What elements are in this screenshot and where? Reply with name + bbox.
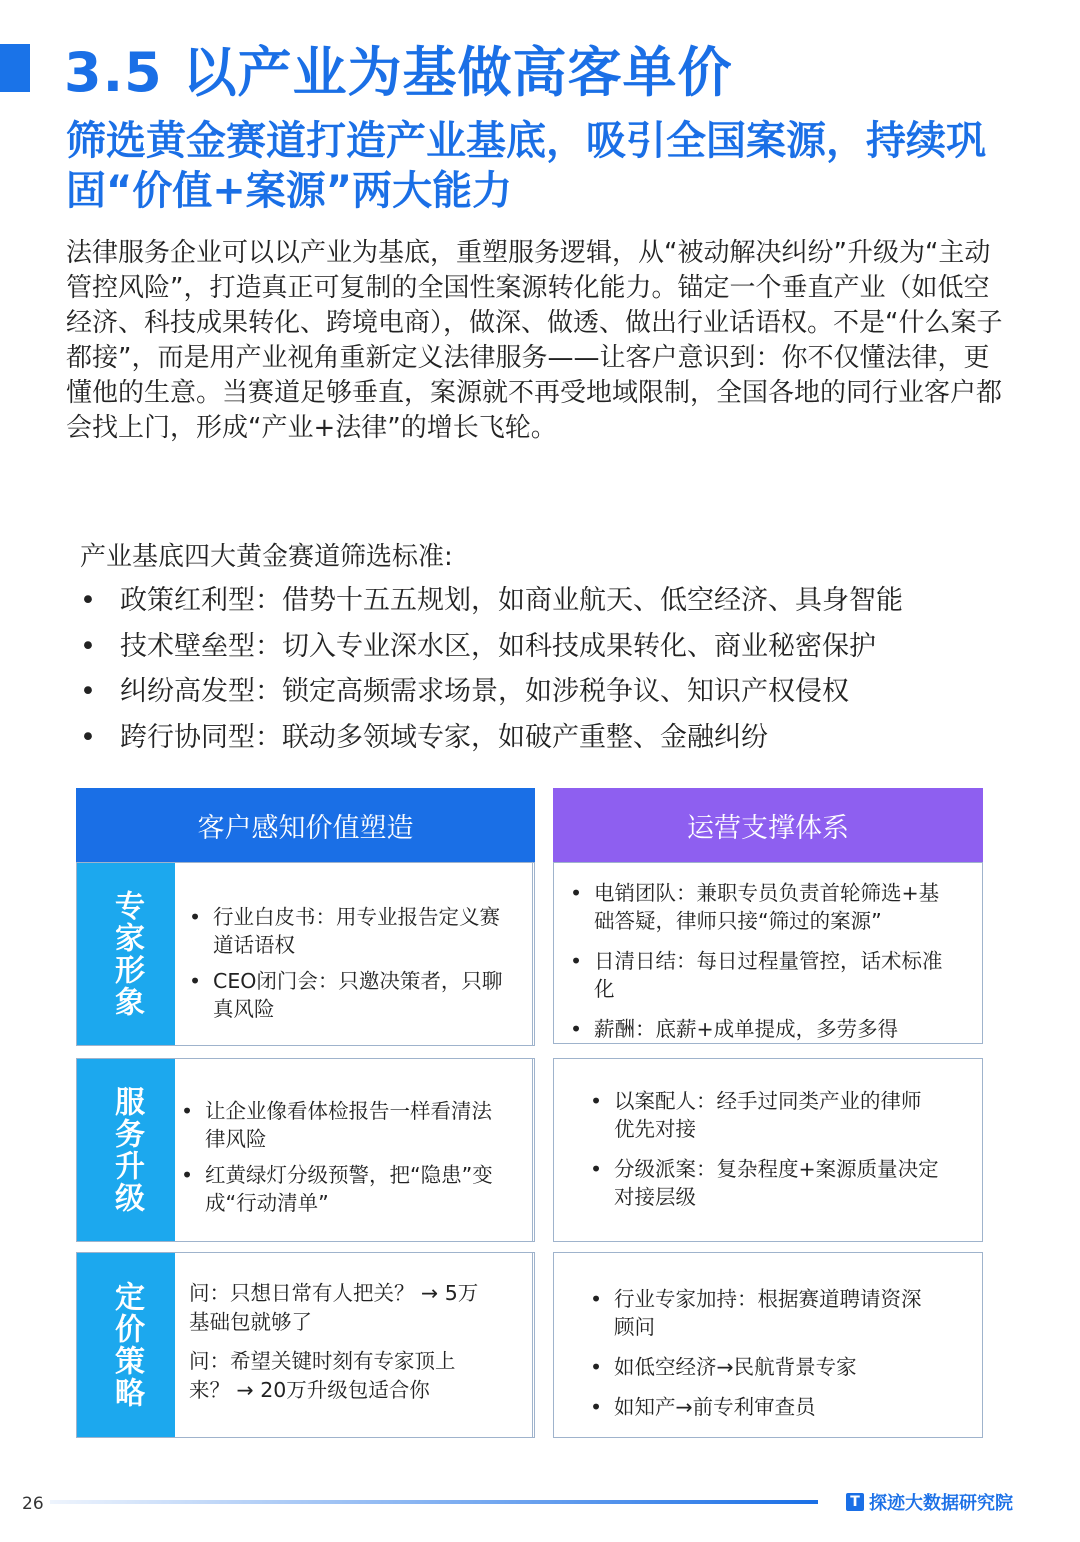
bullet-icon: • <box>80 721 96 753</box>
left-cell-service <box>175 1058 533 1242</box>
list-item: • 行业专家加持：根据赛道聘请资深顾问 <box>590 1287 922 1339</box>
left-cell-expert <box>175 862 533 1046</box>
page-number: 26 <box>22 1494 44 1514</box>
intro-paragraph: 法律服务企业可以以产业为基底，重塑服务逻辑，从“被动解决纠纷”升级为“主动管控风险”，打造真正可复制的全国性案源转化能力。锚定一个垂直产业（如低空经济、科技成果转化、跨境电商），做深、做透、做出行业话语权。不是“什么案子都接”，而是用产业视角重新定义法律服务——让客户意识到：你不仅懂法律，更懂他的生意。当赛道足够垂直，案源就不再受地域限制，全国各地的同行业客户都会找上门，形成“产业+法律”的增长飞轮。 <box>66 238 1003 443</box>
list-item: • 行业白皮书：用专业报告定义赛道话语权 <box>189 905 500 957</box>
bullet-icon: • <box>570 949 583 973</box>
row-label-expert: 专家形象 <box>77 863 175 1045</box>
pricing-question: 问：希望关键时刻有专家顶上来？ → 20万升级包适合你 <box>189 1349 456 1402</box>
list-item: • 以案配人：经手过同类产业的律师优先对接 <box>590 1089 922 1141</box>
list-item: • 让企业像看体检报告一样看清法律风险 <box>181 1099 492 1151</box>
bullet-icon: • <box>590 1157 603 1181</box>
page-subtitle: 筛选黄金赛道打造产业基底，吸引全国案源，持续巩固“价值+案源”两大能力 <box>66 118 986 214</box>
criteria-item: • 跨行协同型：联动多领域专家，如破产重整、金融纠纷 <box>78 715 1018 761</box>
right-cell-expert <box>553 862 983 1044</box>
list-item: • 如知产→前专利审查员 <box>590 1395 816 1419</box>
criteria-list <box>78 578 1018 760</box>
bullet-icon: • <box>80 630 96 662</box>
bullet-icon: • <box>181 1099 194 1123</box>
brand-logo <box>846 1489 1013 1515</box>
pricing-question: 问：只想日常有人把关？ → 5万基础包就够了 <box>189 1281 479 1334</box>
bullet-icon: • <box>181 1163 194 1187</box>
row-label-service: 服务升级 <box>77 1059 175 1241</box>
criteria-item: • 技术壁垒型：切入专业深水区，如科技成果转化、商业秘密保护 <box>78 624 1018 670</box>
page-title: 3.5 以产业为基做高客单价 <box>64 41 733 104</box>
right-cell-pricing <box>553 1252 983 1438</box>
list-item: • 分级派案：复杂程度+案源质量决定对接层级 <box>590 1157 939 1209</box>
list-item: • 薪酬：底薪+成单提成，多劳多得 <box>570 1017 899 1041</box>
criteria-item: • 政策红利型：借势十五五规划，如商业航天、低空经济、具身智能 <box>78 578 1018 624</box>
criteria-item: • 纠纷高发型：锁定高频需求场景，如涉税争议、知识产权侵权 <box>78 669 1018 715</box>
list-item: • 红黄绿灯分级预警，把“隐患”变成“行动清单” <box>181 1163 493 1215</box>
right-cell-service <box>553 1058 983 1242</box>
bullet-icon: • <box>570 881 583 905</box>
criteria-heading: 产业基底四大黄金赛道筛选标准: <box>80 542 453 572</box>
bullet-icon: • <box>189 969 202 993</box>
bullet-icon: • <box>189 905 202 929</box>
bullet-icon: • <box>80 676 96 707</box>
title-accent-bar <box>0 44 30 92</box>
right-column-header: 运营支撑体系 <box>553 788 983 862</box>
bullet-icon: • <box>80 585 96 616</box>
list-item: • 如低空经济→民航背景专家 <box>590 1355 857 1379</box>
bullet-icon: • <box>590 1395 603 1419</box>
brand-name: 探迹大数据研究院 <box>869 1493 1013 1514</box>
footer-divider <box>50 1500 818 1504</box>
bullet-icon: • <box>590 1089 603 1113</box>
bullet-icon: • <box>590 1287 603 1311</box>
list-item: • 日清日结：每日过程量管控，话术标准化 <box>570 949 943 1001</box>
list-item: • CEO闭门会：只邀决策者，只聊真风险 <box>189 969 503 1021</box>
left-column-header: 客户感知价值塑造 <box>76 788 535 862</box>
bullet-icon: • <box>570 1017 583 1041</box>
row-label-pricing: 定价策略 <box>77 1253 175 1437</box>
list-item: • 电销团队：兼职专员负责首轮筛选+基础答疑，律师只接“筛过的案源” <box>570 881 940 933</box>
brand-icon: T <box>846 1493 864 1511</box>
left-cell-pricing <box>175 1252 533 1438</box>
bullet-icon: • <box>590 1355 603 1379</box>
